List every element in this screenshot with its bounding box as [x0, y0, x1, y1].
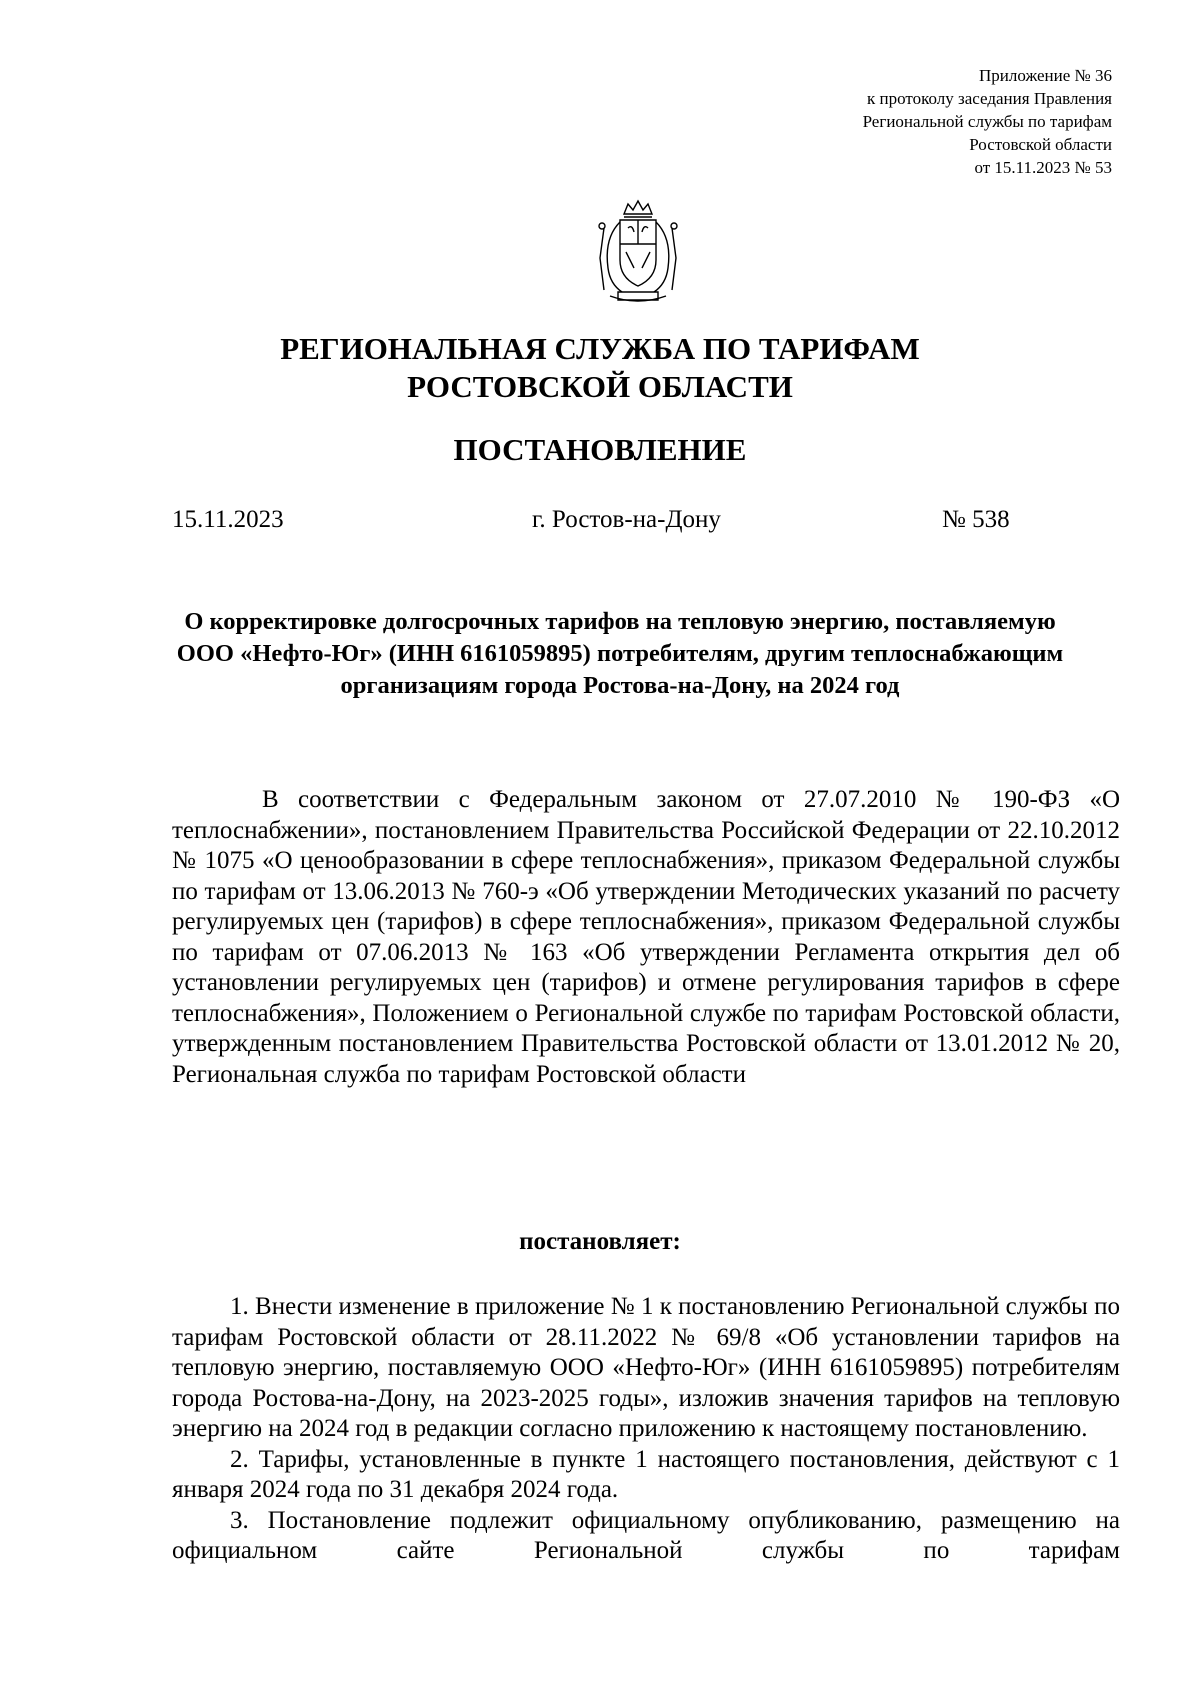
annex-line: от 15.11.2023 № 53	[974, 158, 1112, 177]
organization-name	[0, 330, 1200, 406]
organization-line: РЕГИОНАЛЬНАЯ СЛУЖБА ПО ТАРИФАМ	[280, 331, 920, 366]
annex-line: Ростовской области	[969, 135, 1112, 154]
annex-note	[863, 64, 1112, 179]
resolves-heading: постановляет:	[519, 1228, 681, 1255]
coat-of-arms-icon	[590, 198, 686, 308]
resolution-item: 1. Внести изменение в приложение № 1 к постановлению Региональной службы по тарифам Ростовской области от 28.11.2022 № 69/8 «Об установлении тарифов на тепловую энергию, поставляемую ООО «Нефто-Юг» (ИНН 6161059895) потребителям города Ростова-на-Дону, на 2023-2025 годы», изложив значения тарифов на тепловую энергию на 2024 год в редакции согласно приложению к настоящему постановлению.	[172, 1293, 1120, 1442]
annex-line: Региональной службы по тарифам	[862, 112, 1112, 131]
resolution-items	[172, 1292, 1120, 1567]
document-number: № 538	[942, 506, 1010, 533]
organization-line: РОСТОВСКОЙ ОБЛАСТИ	[407, 369, 793, 404]
annex-line: Приложение № 36	[979, 66, 1112, 85]
annex-line: к протоколу заседания Правления	[867, 89, 1112, 108]
preamble-paragraph: В соответствии с Федеральным законом от 27.07.2010 № 190-ФЗ «О теплоснабжении», постановлением Правительства Российской Федерации от 22.10.2012 № 1075 «О ценообразовании в сфере теплоснабжения», приказом Федеральной службы по тарифам от 13.06.2013 № 760-э «Об утверждении Методических указаний по расчету регулируемых цен (тарифов) в сфере теплоснабжения», приказом Федеральной службы по тарифам от 07.06.2013 № 163 «Об утверждении Регламента открытия дел об установлении регулируемых цен (тарифов) и отмене регулирования тарифов в сфере теплоснабжения», Положением о Региональной службе по тарифам Ростовской области, утвержденным постановлением Правительства Ростовской области от 13.01.2012 № 20, Региональная служба по тарифам Ростовской области	[172, 786, 1120, 1088]
resolution-item: 3. Постановление подлежит официальному опубликованию, размещению на официальном сайте Региональной службы по тарифам	[172, 1506, 1120, 1564]
document-date: 15.11.2023	[172, 506, 284, 533]
document-meta	[0, 506, 1200, 546]
document-subject: О корректировке долгосрочных тарифов на тепловую энергию, поставляемую ООО «Нефто-Юг» (ИНН 6161059895) потребителям, другим теплоснабжающим организациям города Ростова-на-Дону, на 2024 год	[176, 608, 1064, 699]
document-city: г. Ростов-на-Дону	[532, 506, 721, 533]
document-type: ПОСТАНОВЛЕНИЕ	[453, 432, 747, 467]
resolution-item: 2. Тарифы, установленные в пункте 1 настоящего постановления, действуют с 1 января 2024 года по 31 декабря 2024 года.	[172, 1445, 1120, 1503]
